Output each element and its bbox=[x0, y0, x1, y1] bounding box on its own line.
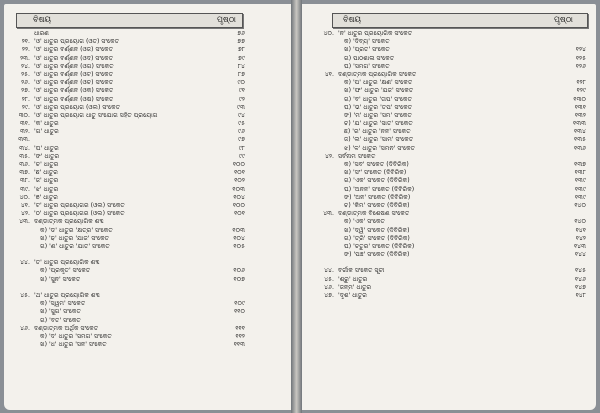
toc-row bbox=[10, 104, 245, 112]
toc-page-number: ୧୩୦ bbox=[573, 95, 586, 103]
toc-row bbox=[10, 300, 245, 308]
toc-entry: ଗ) 'ଣ' ଧାତୁର 'ଯାତ' ସଂକେତ bbox=[40, 242, 110, 250]
toc-row bbox=[314, 153, 586, 161]
toc-page-number: ୯୧ bbox=[238, 87, 245, 95]
toc-page-number: ୭୬ bbox=[237, 30, 245, 37]
toc-number: ୪୩. bbox=[19, 218, 30, 226]
toc-row bbox=[10, 218, 245, 226]
left-contents-list bbox=[10, 30, 245, 349]
toc-number: ୨୭. bbox=[21, 87, 30, 95]
toc-page-number: ୧୪୫ bbox=[574, 267, 586, 275]
toc-entry: 'ଙ' ଧାତୁର bbox=[34, 152, 60, 160]
toc-row bbox=[314, 202, 586, 210]
toc-page-number: ୧୪୩ bbox=[573, 242, 586, 250]
toc-page-number: ୧୩୩ bbox=[573, 120, 586, 128]
left-header-title: ବିଷୟ bbox=[33, 15, 51, 24]
toc-entry: 'ଓ' ଧାତୁର ପ୍ରୟୋଗ (ଓଲ) ସଂକେତ bbox=[34, 103, 121, 111]
toc-row bbox=[10, 30, 245, 38]
toc-page-number: ୧୦୬ bbox=[233, 267, 245, 275]
toc-page-number: ୧୧୧ bbox=[235, 324, 245, 332]
toc-page-number: ୧୪୦ bbox=[574, 201, 586, 209]
toc-entry: ଗ) ପାଠଶାଳା ସଂକେତ bbox=[344, 54, 395, 62]
toc-entry: 'ଚ' ଧାତୁର bbox=[34, 161, 59, 168]
toc-entry: ଖ) 'ସଂ' ସଂକେତ (ଦିବିରିକ) bbox=[344, 169, 407, 177]
toc-row bbox=[10, 227, 245, 235]
toc-entry: 'ଓ' ଧାତୁର ବର୍ଣ୍ଣନ (ଓକ) ସଂକେତ bbox=[34, 87, 114, 95]
toc-entry: ଙ) 'ପଞ୍ଚ' ସଂକେତ (ଦିବିରିକ) bbox=[344, 251, 410, 259]
toc-row bbox=[314, 71, 586, 79]
toc-entry: 'ଜ' ଧାତୁର bbox=[34, 177, 59, 185]
toc-page-number: ୧୩୪ bbox=[573, 128, 586, 136]
toc-row bbox=[10, 341, 245, 349]
toc-number: ୪୧. bbox=[324, 70, 334, 78]
toc-page-number: ୧୨୯ bbox=[576, 87, 586, 95]
toc-row bbox=[10, 169, 245, 177]
toc-page-number: ୯୭ bbox=[238, 136, 245, 144]
toc-number: ୪୦. bbox=[323, 30, 334, 37]
toc-page-number: ୧୦୨ bbox=[234, 177, 245, 185]
toc-row bbox=[314, 227, 586, 235]
toc-row bbox=[314, 38, 586, 46]
toc-entry: ଝ) 'ଳ' ଧାତୁର 'ସମନ' ସଂକେତ bbox=[344, 144, 416, 152]
toc-entry: ଛ) 'ର' ଧାତୁର 'ନନ' ସଂକେତ bbox=[344, 128, 411, 136]
toc-page-number: ୧୦୩ bbox=[232, 185, 245, 193]
toc-entry: ଗ) 'ବ' ଧାତୁର 'ତାପ' ସଂକେତ bbox=[344, 95, 413, 103]
toc-row bbox=[10, 292, 245, 300]
toc-number: ୪୨. bbox=[324, 152, 334, 160]
toc-row bbox=[314, 63, 586, 71]
toc-page-number: ୭୭ bbox=[237, 38, 245, 46]
toc-page-number: ୧୦୪ bbox=[233, 234, 245, 242]
toc-row bbox=[314, 292, 586, 300]
toc-entry: ଘ) 'ସମଗ' ସଂକେତ bbox=[344, 62, 390, 70]
toc-entry: 'ଝ' ଧାତୁର bbox=[34, 185, 59, 193]
toc-row bbox=[314, 161, 586, 169]
toc-number: ୨୧. bbox=[21, 38, 30, 46]
toc-entry: ବର୍ଗୀକ ସଂକେତ ସୂଚୀ bbox=[338, 267, 385, 275]
toc-row bbox=[10, 71, 245, 79]
toc-page-number: ୯୩ bbox=[237, 103, 245, 111]
toc-number: ୪୬. bbox=[20, 324, 30, 332]
toc-entry: 'ଛ' ଧାତୁର bbox=[34, 169, 58, 177]
toc-entry: କ) 'ଦ' ଧାତୁର 'ସମଗ' ସଂକେତ bbox=[40, 332, 112, 340]
toc-entry: କ) 'ସବ' ସଂକେତ (ଦିବିରିକ) bbox=[344, 161, 409, 168]
toc-entry: ଦଣ୍ଡାତ୍ମକ ଅର୍ଥିକ ସଂକେତ bbox=[34, 324, 99, 332]
toc-entry: 'ନ' ଧାତୁର ପ୍ରୟୋଗିକ ସଂକେତ bbox=[338, 30, 413, 37]
toc-row bbox=[10, 325, 245, 333]
toc-row bbox=[314, 145, 586, 153]
toc-row bbox=[314, 177, 586, 185]
toc-row bbox=[314, 55, 586, 63]
book-gutter bbox=[291, 0, 302, 413]
toc-page-number: ୧୦୯ bbox=[234, 300, 245, 308]
toc-row bbox=[10, 96, 245, 104]
right-contents-list bbox=[314, 30, 586, 300]
toc-entry: 'ଟ' ଧାତୁର ପ୍ରୟୋଗର (ଓଲ) ସଂକେତ bbox=[34, 201, 125, 209]
toc-number: ୪୪. bbox=[20, 259, 30, 267]
toc-entry: ଜ) 'ଲ' ଧାତୁର 'ସାମ' ସଂକେତ bbox=[344, 136, 414, 144]
toc-number: ୩୩. bbox=[18, 136, 30, 144]
toc-row bbox=[10, 186, 245, 194]
toc-row bbox=[314, 46, 586, 54]
toc-page-number: ୭୯ bbox=[238, 54, 245, 62]
toc-row bbox=[10, 63, 245, 71]
left-header-page: ପୃଷ୍ଠା bbox=[216, 15, 236, 24]
right-page bbox=[302, 4, 596, 410]
toc-entry: ଖ) 'ସୁନ' ସଂକେତ bbox=[40, 275, 81, 283]
toc-number: ୨୫. bbox=[21, 70, 30, 78]
toc-page-number: ୮୪ bbox=[237, 62, 245, 70]
toc-entry: ଖ) 'ଫ' ଧାତୁର 'ଯଜ' ସଂକେତ bbox=[344, 87, 414, 95]
toc-entry: ଖ) 'ସୁଗ' ସଂକେତ bbox=[40, 308, 81, 316]
toc-page-number: ୯୪ bbox=[237, 111, 245, 119]
toc-page-number: ୯୯ bbox=[238, 152, 245, 160]
toc-entry: ଗ) 'ବତ' ସଂକେତ bbox=[40, 316, 81, 324]
toc-number: ୪୨. bbox=[20, 210, 30, 218]
toc-entry: ଦଣ୍ଡାତ୍ମକ ପ୍ରୟୋଗିକ ଶବ୍ଦ bbox=[34, 218, 104, 226]
toc-page-number: ୯୫ bbox=[238, 120, 245, 128]
toc-row bbox=[314, 87, 586, 95]
toc-entry: ଖ) 'ଦ୍ୱି' ସଂକେତ (ଦିବିରିକ) bbox=[344, 226, 410, 234]
toc-row bbox=[10, 87, 245, 95]
toc-page-number: ୧୪୪ bbox=[574, 251, 586, 259]
toc-page-number: ୧୩୬ bbox=[574, 144, 586, 152]
toc-entry: 'ଜନ୍ମ' ଧାତୁର bbox=[338, 283, 372, 291]
toc-row bbox=[10, 112, 245, 120]
toc-page-number: ୧୧୩ bbox=[233, 341, 245, 349]
toc-number: ୩୬. bbox=[19, 161, 30, 168]
toc-row bbox=[314, 276, 586, 284]
toc-row bbox=[314, 186, 586, 194]
toc-page-number: ୧୦୫ bbox=[233, 242, 245, 250]
toc-number: ୩୨. bbox=[20, 128, 30, 136]
toc-row bbox=[314, 128, 586, 136]
toc-row bbox=[10, 243, 245, 251]
toc-row bbox=[314, 235, 586, 243]
toc-row bbox=[314, 120, 586, 128]
toc-row bbox=[10, 276, 245, 284]
toc-page-number: ୧୪୮ bbox=[575, 292, 586, 299]
toc-row bbox=[10, 55, 245, 63]
toc-row bbox=[314, 112, 586, 120]
toc-number: ୩୭. bbox=[19, 169, 30, 177]
toc-row bbox=[10, 136, 245, 144]
toc-entry: 'ଓ' ଧାତୁର ପ୍ରୟୋଗ (ଓତ) ସଂକେତ bbox=[34, 38, 120, 46]
toc-number: ୪୭. bbox=[324, 292, 334, 299]
toc-row bbox=[10, 161, 245, 169]
toc-entry: 'ଓ' ଧାତୁର ବର୍ଣ୍ଣନ (ଓଟ) ସଂକେତ bbox=[34, 70, 114, 78]
right-header-title: ବିଷୟ bbox=[343, 15, 361, 24]
toc-entry: 'ଗ' ଧାତୁର bbox=[34, 128, 59, 136]
toc-entry: ଦଣ୍ଡାତ୍ମକ ବିଶେଷଣ ସଂକେତ bbox=[338, 210, 410, 218]
toc-page-number: ୧୩୯ bbox=[574, 185, 586, 193]
toc-entry: 'ଞ' ଧାତୁର bbox=[34, 193, 58, 201]
toc-entry: 'ଥ' ଧାତୁର ପ୍ରୟୋଗିକ ଶବ୍ଦ bbox=[34, 292, 100, 299]
toc-page-number: ୧୦୪ bbox=[233, 193, 245, 201]
toc-row bbox=[314, 194, 586, 202]
toc-page-number: ୧୦୧ bbox=[234, 210, 245, 218]
toc-page-number: ୯୨ bbox=[238, 95, 245, 103]
toc-number: ୩୦. bbox=[18, 111, 30, 119]
toc-page-number: ୧୦୧ bbox=[234, 169, 245, 177]
toc-row bbox=[10, 153, 245, 161]
toc-entry: 'ଓ' ଧାତୁର ବର୍ଣ୍ଣନ (ଓଚ) ସଂକେତ bbox=[34, 79, 114, 87]
toc-entry: ଦଣ୍ଡାତ୍ମକ ପ୍ରୟୋଗିକ ସଂକେତ bbox=[338, 70, 417, 78]
toc-entry: ଙ) 'ମ' ଧାତୁର 'ସମ' ସଂକେତ bbox=[344, 111, 412, 119]
toc-page-number: ୧୪୦ bbox=[574, 218, 586, 226]
toc-number: ୪୪. bbox=[324, 267, 334, 275]
left-page bbox=[4, 4, 291, 410]
toc-entry: ଗ) 'ଏକ' ସଂକେତ (ଦିବିରିକ) bbox=[344, 177, 410, 185]
toc-row bbox=[10, 46, 245, 54]
toc-page-number: ୧୨୫ bbox=[575, 54, 586, 62]
toc-entry: 'ଓ' ଧାତୁର ବର୍ଣ୍ଣନ (ଓଷ) ସଂକେତ bbox=[34, 95, 114, 103]
toc-number: ୨୮. bbox=[21, 95, 30, 103]
toc-page-number: ୯୦ bbox=[237, 79, 245, 87]
toc-row bbox=[10, 235, 245, 243]
toc-row bbox=[314, 104, 586, 112]
toc-entry: 'ତ' ଧାତୁର ପ୍ରୟୋଗିକ ଶବ୍ଦ bbox=[34, 259, 100, 267]
toc-page-number: ୧୦୦ bbox=[232, 201, 245, 209]
toc-page-number: ୧୩୨ bbox=[574, 111, 586, 119]
toc-page-number: ୯୬ bbox=[238, 128, 245, 136]
toc-page-number: ୧୩୧ bbox=[574, 103, 586, 111]
toc-row bbox=[10, 284, 245, 292]
toc-entry: କ) 'ପ୍ରକୃତ' ସଂକେତ bbox=[40, 267, 91, 275]
toc-page-number: ୯୮ bbox=[238, 144, 245, 152]
toc-entry: 'ଘ' ଧାତୁର bbox=[34, 144, 59, 152]
toc-entry: କ) 'ସ୍ୱମ' ସଂକେତ bbox=[40, 300, 86, 308]
toc-number: ୩୯. bbox=[20, 185, 30, 193]
toc-entry: 'ଓ' ଧାତୁର ବର୍ଣ୍ଣନ (ଓଦ) ସଂକେତ bbox=[34, 54, 114, 62]
toc-entry: 'ଠ' ଧାତୁର ପ୍ରୟୋଗର (ଓଲ) ସଂକେତ bbox=[34, 210, 125, 218]
toc-entry: 'କ' ଧାତୁର bbox=[34, 120, 59, 128]
toc-row bbox=[314, 96, 586, 104]
toc-row bbox=[10, 317, 245, 325]
toc-row bbox=[10, 145, 245, 153]
toc-number: ୩୧. bbox=[19, 120, 30, 128]
toc-entry: ଙ) 'ଅନ' ସଂକେତ (ଦିବିରିକ) bbox=[344, 193, 411, 201]
toc-number: ୪୫. bbox=[324, 275, 334, 283]
toc-row bbox=[314, 210, 586, 218]
toc-entry: ଗ) 'ତ୍ରି' ସଂକେତ (ଦିବିରିକ) bbox=[344, 234, 410, 242]
toc-number: ୪୩. bbox=[323, 210, 334, 218]
toc-number: ୨୪. bbox=[20, 62, 30, 70]
toc-page-number: ୧୩୮ bbox=[574, 169, 586, 177]
toc-row bbox=[314, 284, 586, 292]
toc-row bbox=[314, 267, 586, 275]
right-header-page: ପୃଷ୍ଠା bbox=[553, 15, 573, 24]
toc-row bbox=[10, 177, 245, 185]
toc-row bbox=[10, 194, 245, 202]
toc-page-number: ୧୩୫ bbox=[574, 136, 586, 144]
toc-number: ୩୮. bbox=[19, 177, 30, 185]
toc-number: ୨୬. bbox=[21, 79, 30, 87]
toc-entry: ଖ) 'ପ୍ରତ' ସଂକେତ bbox=[344, 46, 390, 54]
toc-number: ୨୨. bbox=[21, 46, 30, 54]
toc-entry: ଖ) 'ଢ' ଧାତୁର 'ଯାଜ' ସଂକେତ bbox=[40, 234, 110, 242]
toc-row bbox=[10, 267, 245, 275]
toc-entry: 'ଓ' ଧାତୁର ପ୍ରୟୋଗ ଧାତୁ ସଂଯୋଗ ସହିତ ପ୍ରୟୋଗ bbox=[34, 111, 158, 119]
toc-entry: ଚ) 'ଯ' ଧାତୁର 'ସାତ' ସଂକେତ bbox=[344, 120, 413, 128]
toc-number: ୩୪. bbox=[19, 144, 30, 152]
toc-row bbox=[10, 128, 245, 136]
toc-page-number: ୧୩୭ bbox=[574, 161, 586, 168]
toc-row bbox=[314, 243, 586, 251]
toc-entry: ଖ) 'ଧ' ଧାତୁର 'ସନ' ସଂକେତ bbox=[40, 341, 107, 349]
toc-number: ୨୯. bbox=[21, 103, 30, 111]
toc-page-number: ୧୦୦ bbox=[232, 161, 245, 168]
right-header-bar bbox=[332, 13, 588, 28]
toc-entry: ଧାରଣ bbox=[34, 30, 49, 37]
toc-page-number: ୧୩୯ bbox=[574, 177, 586, 185]
toc-entry: ଘ) 'ଚତୁର' ସଂକେତ (ଦିବିରିକ) bbox=[344, 242, 415, 250]
toc-page-number: ୮୭ bbox=[237, 70, 245, 78]
toc-row bbox=[314, 218, 586, 226]
toc-row bbox=[314, 79, 586, 87]
toc-entry: 'ଦୃଶ' ଧାତୁର bbox=[338, 292, 367, 299]
toc-entry: 'ଶ୍ରୁ' ଧାତୁର bbox=[338, 275, 368, 283]
toc-entry: 'ଓ' ଧାତୁର ବର୍ଣ୍ଣନ (ଓଜ) ସଂକେତ bbox=[34, 46, 114, 54]
toc-page-number: ୧୨୬ bbox=[575, 62, 586, 70]
toc-number: ୩୫. bbox=[19, 152, 30, 160]
toc-page-number: ୧୧୦ bbox=[234, 308, 245, 316]
toc-number: ୨୩. bbox=[20, 54, 30, 62]
toc-page-number: ୧୦୭ bbox=[233, 275, 245, 283]
toc-entry: କ) 'ଡ' ଧାତୁର 'କ୍ଷତ୍ର' ସଂକେତ bbox=[40, 226, 113, 234]
toc-entry: ଘ) 'ଅନନ' ସଂକେତ (ଦିବିରିକ) bbox=[344, 185, 415, 193]
toc-row bbox=[10, 333, 245, 341]
toc-entry: କ) 'ଦିବ୍ୟ' ସଂକେତ bbox=[344, 38, 390, 46]
toc-entry: ଘ) 'ଭ' ଧାତୁର 'ତପ' ସଂକେତ bbox=[344, 103, 413, 111]
toc-page-number: ୧୪୨ bbox=[575, 234, 586, 242]
toc-entry: କ) 'ଏକ' ସଂକେତ bbox=[344, 218, 385, 226]
toc-row bbox=[314, 30, 586, 38]
toc-number: ୪୫. bbox=[20, 292, 30, 299]
toc-page-number: ୧୧୨ bbox=[235, 332, 245, 340]
toc-entry: ସର୍ବନାମ ସଂକେତ bbox=[338, 152, 376, 160]
toc-page-number: ୧୪୭ bbox=[575, 283, 586, 291]
toc-page-number: ୧୨୮ bbox=[576, 79, 586, 87]
toc-row bbox=[10, 308, 245, 316]
toc-number: ୪୬. bbox=[324, 283, 334, 291]
toc-page-number: ୧୪୬ bbox=[574, 275, 586, 283]
toc-number: ୪୧. bbox=[20, 201, 30, 209]
toc-row bbox=[314, 136, 586, 144]
toc-number: ୪୦. bbox=[19, 193, 30, 201]
toc-row bbox=[314, 251, 586, 259]
toc-page-number: ୧୦୩ bbox=[232, 226, 245, 234]
toc-entry: 'ଓ' ଧାତୁର ବର୍ଣ୍ଣନ (ଓଗ) ସଂକେତ bbox=[34, 62, 114, 70]
toc-page-number: ୧୩୯ bbox=[574, 193, 586, 201]
toc-page-number: ୧୪୧ bbox=[575, 226, 586, 234]
left-header-bar bbox=[16, 13, 243, 28]
toc-row bbox=[10, 202, 245, 210]
toc-entry: ଚ) 'କିମ' ସଂକେତ (ଦିବିରିକ) bbox=[344, 201, 410, 209]
toc-row bbox=[10, 259, 245, 267]
toc-page-number: ୧୨୪ bbox=[575, 46, 586, 54]
toc-entry: କ) 'ପ' ଧାତୁର 'କ୍ଷଣ' ସଂକେତ bbox=[344, 79, 413, 87]
toc-page-number: ୭୮ bbox=[237, 46, 245, 54]
toc-row bbox=[10, 120, 245, 128]
